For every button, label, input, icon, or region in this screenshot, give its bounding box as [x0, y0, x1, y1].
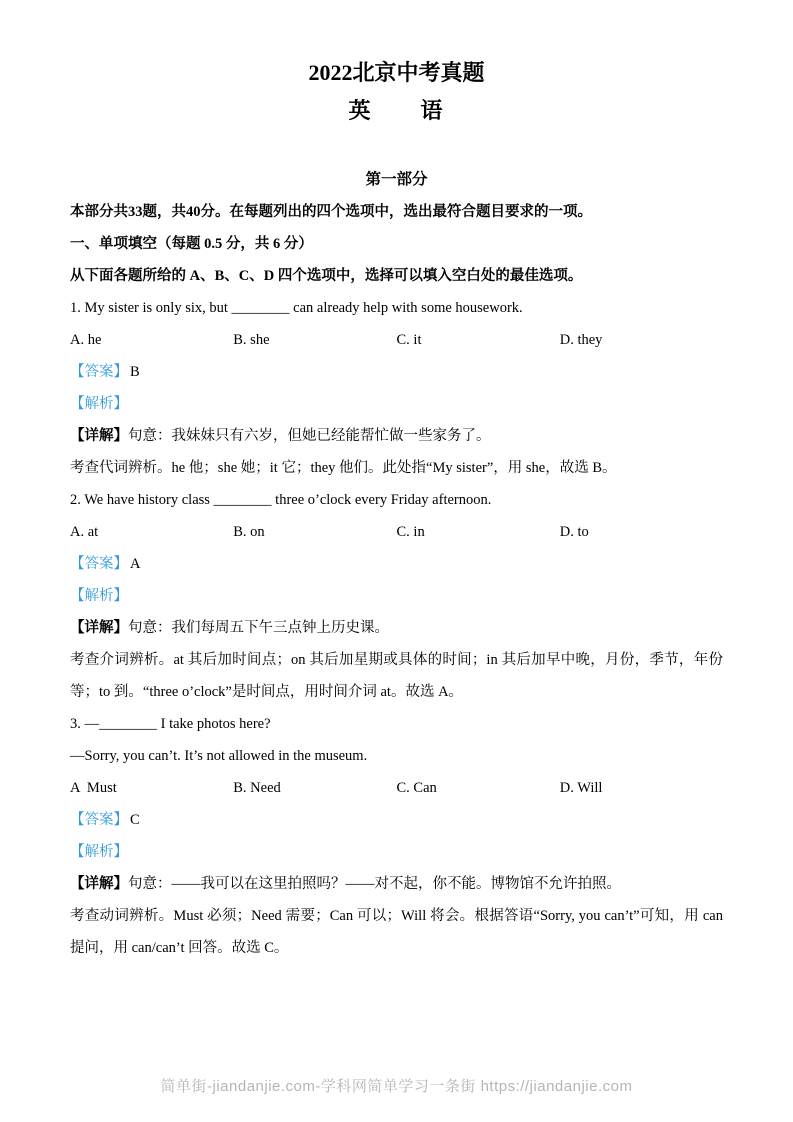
option-d: D. they — [559, 332, 603, 348]
question-stem: 1. My sister is only six, but ________ can already help with some housework. — [70, 300, 523, 316]
explain-text: 考查动词辨析。Must 必须；Need 需要；Can 可以；Will 将会。根据答语“Sorry, you can’t”可知，用 can 提问，用 can/can’t 回答。故选 C。 — [70, 908, 723, 956]
explain-text: 考查介词辨析。at 其后加时间点；on 其后加星期或具体的时间；in 其后加早中晚，月份，季节，年份等；to 到。“three o’clock”是时间点，用时间介词 at。故选 A。 — [70, 652, 723, 700]
analysis-line — [70, 836, 723, 868]
analysis-line — [70, 388, 723, 420]
detail-label: 【详解】 — [70, 876, 128, 892]
option-a: A. at — [70, 524, 99, 540]
explain-text: 考查代词辨析。he 他；she 她；it 它；they 他们。此处指“My sister”，用 she，故选 B。 — [70, 460, 617, 476]
part-instruction: 从下面各题所给的 A、B、C、D 四个选项中，选择可以填入空白处的最佳选项。 — [70, 268, 583, 284]
question-stem-reply: —Sorry, you can’t. It’s not allowed in the museum. — [70, 748, 368, 764]
option-a: A Must — [70, 780, 117, 796]
option-b: B. on — [233, 524, 265, 540]
answer-value: B — [130, 364, 140, 380]
option-b: B. she — [233, 332, 270, 348]
option-d: D. to — [559, 524, 589, 540]
detail-text: 句意：我妹妹只有六岁，但她已经能帮忙做一些家务了。 — [128, 428, 491, 444]
option-c: C. it — [396, 332, 422, 348]
option-d: D. Will — [559, 780, 603, 796]
answer-line — [70, 548, 723, 580]
detail-line — [70, 868, 723, 900]
analysis-label: 【解析】 — [70, 588, 128, 604]
intro-text: 本部分共33题，共40分。在每题列出的四个选项中，选出最符合题目要求的一项。 — [70, 204, 592, 220]
option-b: B. Need — [233, 780, 281, 796]
question-block-1 — [70, 292, 723, 484]
detail-line — [70, 612, 723, 644]
option-a: A. he — [70, 332, 102, 348]
section-heading: 第一部分 — [365, 171, 428, 188]
page-subtitle: 英 语 — [348, 98, 445, 123]
analysis-line — [70, 580, 723, 612]
question-stem: 3. —________ I take photos here? — [70, 716, 271, 732]
question-stem: 2. We have history class ________ three o’clock every Friday afternoon. — [70, 492, 492, 508]
answer-value: A — [130, 556, 141, 572]
question-block-2 — [70, 484, 723, 708]
footer-watermark: 简单街-jiandanjie.com-学科网简单学习一条街 https://jiandanjie.com — [160, 1078, 633, 1095]
options-row — [70, 516, 723, 548]
detail-text: 句意：我们每周五下午三点钟上历史课。 — [128, 620, 389, 636]
answer-line — [70, 804, 723, 836]
option-c: C. in — [396, 524, 425, 540]
question-block-3 — [70, 708, 723, 964]
answer-label: 【答案】 — [70, 556, 128, 572]
detail-label: 【详解】 — [70, 620, 128, 636]
detail-label: 【详解】 — [70, 428, 128, 444]
answer-label: 【答案】 — [70, 364, 128, 380]
option-c: C. Can — [396, 780, 437, 796]
analysis-label: 【解析】 — [70, 844, 128, 860]
part-heading: 一、单项填空（每题 0.5 分，共 6 分） — [70, 236, 313, 252]
answer-line — [70, 356, 723, 388]
options-row — [70, 772, 723, 804]
page-title: 2022北京中考真题 — [308, 60, 485, 85]
answer-label: 【答案】 — [70, 812, 128, 828]
detail-line — [70, 420, 723, 452]
answer-value: C — [130, 812, 140, 828]
detail-text: 句意：——我可以在这里拍照吗？——对不起，你不能。博物馆不允许拍照。 — [128, 876, 621, 892]
analysis-label: 【解析】 — [70, 396, 128, 412]
options-row — [70, 324, 723, 356]
